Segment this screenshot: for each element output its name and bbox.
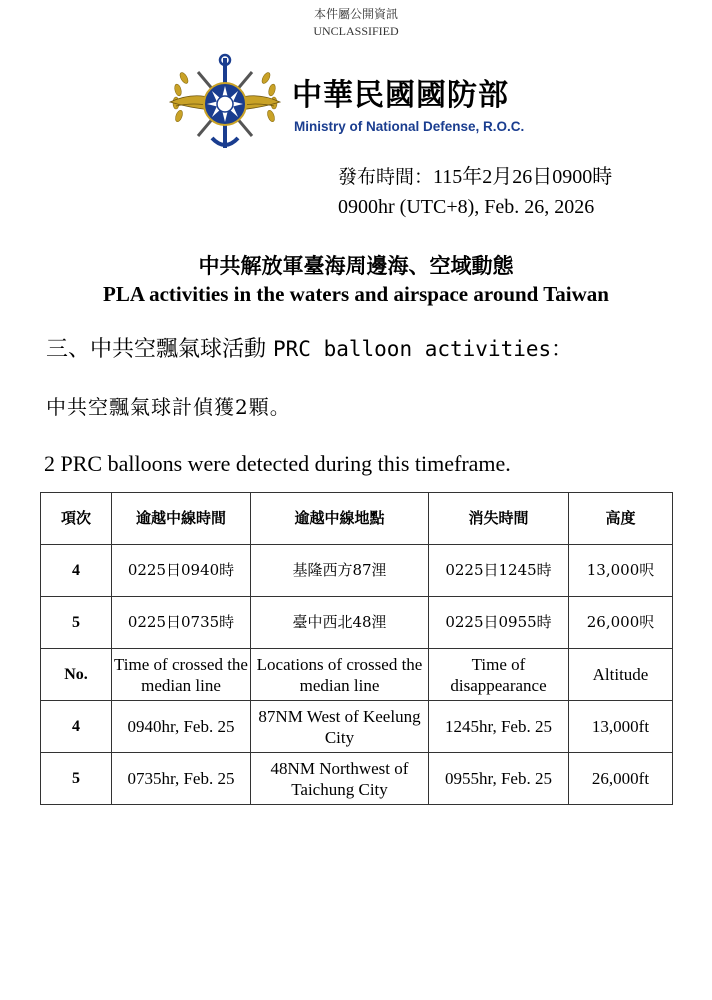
release-time: [338, 162, 612, 222]
table-row: [41, 545, 673, 597]
table-cell: 13,000呎: [569, 545, 673, 597]
table-cell: 0940hr, Feb. 25: [112, 701, 251, 753]
ministry-name-en: Ministry of National Defense, R.O.C.: [294, 119, 525, 134]
table-cell: 87NM West of Keelung City: [251, 701, 429, 753]
table-cell: 0735hr, Feb. 25: [112, 753, 251, 805]
page-title-zh: 中共解放軍臺海周邊海、空域動態: [198, 253, 514, 278]
table-row: [41, 701, 673, 753]
table-cell-no: 5: [41, 753, 112, 805]
table-header-cell: Altitude: [569, 649, 673, 701]
table-cell-no: 4: [41, 701, 112, 753]
section-heading-en: PRC balloon activities：: [273, 337, 573, 361]
classification-zh: 本件屬公開資訊: [313, 7, 398, 21]
release-label-zh: 發布時間：: [338, 166, 434, 188]
table-row: [41, 597, 673, 649]
table-header-cell: Locations of crossed the median line: [251, 649, 429, 701]
summary-en: 2 PRC balloons were detected during this timeframe.: [44, 451, 511, 476]
table-cell: 26,000ft: [569, 753, 673, 805]
table-header-cell: Time of disappearance: [429, 649, 569, 701]
release-time-zh-line: [338, 162, 612, 192]
table-cell: 0225日0955時: [429, 597, 569, 649]
table-cell: 0225日1245時: [429, 545, 569, 597]
table-header-cell: 高度: [569, 493, 673, 545]
ministry-name-zh: 中華民國國防部: [292, 78, 509, 113]
table-header-cell: 逾越中線地點: [251, 493, 429, 545]
table-cell: 臺中西北48浬: [251, 597, 429, 649]
table-cell: 48NM Northwest of Taichung City: [251, 753, 429, 805]
table-cell: 13,000ft: [569, 701, 673, 753]
table-cell-no: 4: [41, 545, 112, 597]
table-cell: 1245hr, Feb. 25: [429, 701, 569, 753]
page-title-en: PLA activities in the waters and airspace around Taiwan: [103, 282, 609, 306]
table-row: [41, 753, 673, 805]
table-header-cell: 逾越中線時間: [112, 493, 251, 545]
balloon-table: [40, 492, 673, 805]
release-time-en: 0900hr (UTC+8), Feb. 26, 2026: [338, 196, 595, 218]
mnd-emblem-icon: [162, 52, 288, 156]
classification-header: [0, 6, 712, 40]
table-cell: 0225日0940時: [112, 545, 251, 597]
table-cell: 基隆西方87浬: [251, 545, 429, 597]
summary-zh: 中共空飄氣球計偵獲2顆。: [46, 395, 291, 419]
table-header-cell: 項次: [41, 493, 112, 545]
table-header-cell: 消失時間: [429, 493, 569, 545]
table-cell: 0225日0735時: [112, 597, 251, 649]
table-header-row-en: [41, 649, 673, 701]
table-cell-no: 5: [41, 597, 112, 649]
classification-en: UNCLASSIFIED: [313, 24, 399, 38]
section-heading: [46, 334, 572, 365]
table-header-cell: No.: [41, 649, 112, 701]
table-header-row-zh: [41, 493, 673, 545]
table-cell: 26,000呎: [569, 597, 673, 649]
release-time-zh: 115年2月26日0900時: [433, 166, 613, 188]
section-heading-zh: 三、中共空飄氣球活動: [46, 337, 267, 362]
table-header-cell: Time of crossed the median line: [112, 649, 251, 701]
table-cell: 0955hr, Feb. 25: [429, 753, 569, 805]
